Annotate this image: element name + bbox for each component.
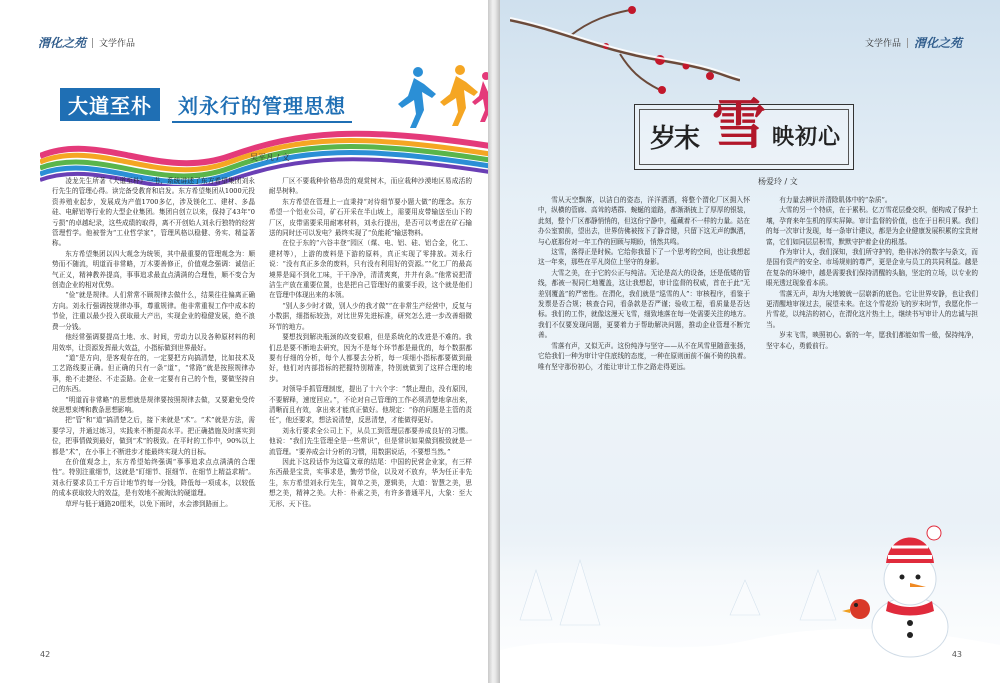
spine-gutter: [488, 0, 500, 683]
header-divider: [907, 38, 908, 48]
paragraph: “别人多少时才做，别人少的我才做”“在非常生产经营中，反复与小数据，细指标较劲，对比世界先进标准，研究怎么进一步改善细微环节的地方。: [269, 301, 472, 331]
paragraph: 作为审计人，我们深知，我们所守护的，绝非冰冷的数字与条文，而是国有资产的安全、市场规则的尊严，更是企业与员工的共同利益。越是在复杂的环境中，越是需要我们保持清醒的头脑，坚定的立场，以专业的眼光透过现象看本质。: [766, 248, 978, 288]
left-byline: 吴平凡 / 文: [250, 153, 290, 162]
section-name: 文学作品: [99, 39, 136, 49]
runners-graphic: [390, 62, 488, 132]
article-title-part3: 映初心: [772, 124, 842, 150]
paragraph: 因此下这段话作为这篇文章的结尾：中国的民营企业家，有三样东西最是宝贵，实事求是，勤劳节俭，以及对不放弃，华为任正非先生，东方希望刘永行先生，简单之美，逻辑美，大道：智慧之美，思想之美，精神之美。大朴：朴素之美，有许多普通平凡，大象：至大无形、天下往。: [269, 457, 472, 508]
paragraph: 在价值观念上，东方希望始终强调“事事追求点点满满的合理性”。特别注重细节，这就是“盯细节、抠细节、在细节上精益求精”。刘永行要求员工千方百计地节约每一分钱，降低每一项成本，以较低的成本获取较大的效益，是有效地不被淘汰的硬道理。: [52, 457, 255, 498]
section-name: 文学作品: [864, 39, 901, 49]
paragraph: 刘永行要求全公司上下，从员工到管理层都要养成良好的习惯。他说：“我们先生管理全是一些常识”，但是常识如果做到极致就是一流管理。“要养成会计分析的习惯，用数据说话，不要想当然。”: [269, 426, 472, 456]
paragraph: 这雪，落得正是时候。它给你我留下了一个思考的空间，也让我想起这一年来，那些在平凡岗位上坚守的身影。: [538, 248, 750, 267]
paragraph: 在位于东的“六谷丰登”园区（煤、电、铝、硅、铝合金，化工、建材等），上游的废料是下游的原料，真正实现了零排放。刘永行说：“没有真正多余的废料，只有没有利用好的资源。”“化工厂的最高境界是闻不到化工味，干干净净，清清爽爽，井井有条。”他常说把清洁生产放在重要位置，也是把自己管理好的重要手段，这个就是他们在管理中体现出来的本领。: [269, 239, 472, 300]
paragraph: 大雪之美，在于它的公正与纯洁。无论是高大的设备，还是低矮的管线，都被一视同仁地覆盖，这让我想起，审计监督的权威，首在于此“无差别覆盖”的严密性。在渭化，我们就是“巡雪的人”：审核程序，看鉴于发票是否合规；核查合同，看条款是否严谨；验收工程，看质量是否达标。我们的工作，就像这漫天飞雪，细致地落在每一处需要关注的地方。我们不仅要发现问题，更要着力于帮助解决问题，推动企业管理不断完善。: [538, 268, 750, 340]
paragraph: 草坪与低于通路20厘米，以免下雨时，水会渗到路面上。: [65, 499, 232, 508]
article-subtitle: 刘永行的管理思想: [172, 88, 352, 123]
article-title-part1: 岁末: [650, 124, 699, 154]
right-running-header: [865, 34, 962, 51]
paragraph: 要想找到解决瓶颈的改变很难，但是系统化的改进是不难的。我们总是要不断地去研究，因为不是每个环节都是最优的，每个数据都要有仔细的分析，每个人都要去分析，每一项细小指标都要做到最好，他们对内部指标的把握特别精准，特别就做到了这样合理的地步。: [269, 333, 472, 383]
paragraph: 有力量去辨识并清除肌体中的“杂质”。: [779, 196, 892, 204]
paragraph: 凌龙先生所著《大道至朴》一书，系统讲述了东方希望集团刘永行先生的管理心得。读完备受教育和启发。东方希望集团从1000元投资养殖业起步，发展成为产值1700多亿，涉及镁化工、建材、多晶硅、电解铝等行业的大型企业集团。集团自创立以来，保持了43年“0亏损”的卓越纪录，这些成绩的取得，离不开创始人刘永行独特的经营管理哲学。他被誉为“工业哲学家”，管理风格以稳健、务实、精益著称。: [52, 177, 255, 248]
paragraph: 雪落无声，却为大地镀就一层崭新的底色。它让世界安静，也让我们更清醒地审视过去，展望未来。在这个雪花纷飞的岁末时节，我愿化作一片雪花，以纯洁的初心，在渭化这片热土上，继续书写审计人的忠诚与担当。: [766, 289, 978, 329]
right-page: [500, 0, 1000, 683]
header-divider: [92, 38, 93, 48]
left-running-header: [38, 34, 135, 51]
page-number-right: 43: [951, 650, 962, 659]
magazine-name: 渭化之苑: [913, 36, 962, 50]
paragraph: 对领导手抓管理制度，提出了十六个字：“禁止理由，没有原因，不要解释，速度回应。”，不论对自己管理的工作必须清楚地拿出来，清晰而且有效，拿出来才能真正做好。他规定：“你的问题是主管的责任”，他还要求，想法说清楚，反思清楚，才能做得更好。: [269, 385, 472, 425]
right-byline: 杨爱玲 / 文: [758, 177, 798, 186]
left-page: [0, 0, 488, 683]
paragraph: “俭”就是规律。人们常常不顾规律去做什么，结果往往偏离正确方向。刘永行强调按规律办事，尊重规律。他非常重视工作中成本的节俭，注重以最少投入获取最大产出，实现企业的稳健发展，绝不浪费一分钱。: [52, 291, 255, 331]
paragraph: 大雪的另一个特质，在于累积。亿万雪花层叠交织，便构成了保护土壤，孕育来年生机的厚实屏障。审计监督的价值，也在于日积月累。我们的每一次审计发现，每一条审计建议，都是为企业健康发展积累的宝贵财富，它们如同层层积雪，默默守护着企业的根基。: [766, 206, 978, 246]
article-title-part2: 雪: [712, 92, 766, 156]
paragraph: 把“管”和“道”搞清楚之后，接下来就是“术”。“术”就是方法，需要学习，并通过练习，实践来不断提高水平。把正确措施及时落实到位，把事情做到最好，做到“术”的极致。在平时的工作中，90%以上都是“术”，在小事上不断进步才能最终实现大的目标。: [52, 416, 255, 456]
snowman-graphic: [830, 519, 980, 659]
paragraph: 厂区不要栽种价格昂贵的观赏树木，而应栽种沙漠地区易成活的耐旱树种。: [269, 177, 472, 196]
paragraph: “道”是方向，是客观存在的，一定要把方向搞清楚，比如技术及工艺路线要正确。但正确的只有一条“道”，“常路”就是按照规律办事，绝不走捷径、不走歪路。企业一定要有自己的个性，要做坚持自己的东西。: [52, 353, 255, 394]
paragraph: 东方希望在管理上一直秉持“对待细节要小题大做”的理念。东方希望一个铝业公司，矿石开采在半山坡上，需要用皮带输送至山下的厂区，皮带需要采用耐寒材料，刘永行提出，是否可以考虑在矿石输送的同时还可以发电？最终实现了“负能耗”输送物料。: [269, 197, 472, 238]
paragraph: 雪从天空飘落，以洁白的姿态，洋洋洒洒，将整个渭化厂区拥入怀中，纵横的管廊、高耸的塔群、蜿蜒的道路，都渐渐披上了厚厚的银装，此刻，整个厂区都静悄悄的，但这份宁静中，蕴藏着不一样的力量。站在办公室窗前，望出去，世界仿佛被按下了静音键，只留下这无声的飘洒，与心底那份对一年工作的回顾与期盼，悄然共鸣。: [538, 196, 750, 246]
paragraph: 他经常强调要提高土地、水、时间，劳动力以及各种原材料的利用效率，让资源发挥最大效益，小指标做到世界最好。: [52, 333, 255, 352]
left-column-2: [269, 176, 472, 644]
paragraph: 岁末飞雪，映照初心。新的一年，愿我们都能如雪一般，保持纯净，坚守本心，勇毅前行。: [766, 331, 978, 350]
paragraph: 东方希望集团以四大观念为统领，其中最重要的管理观念为：顺势而不随流，明道而非常略，万木要善修正，价值观念强调：诚信正气正义，精神教养提高，事事追求最直点满满的合理性，顺不变合为创造企业的相对优势。: [52, 249, 255, 290]
magazine-name: 渭化之苑: [38, 36, 87, 50]
article-title: 大道至朴: [60, 88, 160, 121]
left-column-1: [52, 176, 255, 644]
paragraph: 雪落有声，又似无声。这份纯净与坚守——从不在风雪里随意张扬，它给我们一种为审计守住底线的态度，一种在原则面前不偏不倚的执着。唯有坚守那份初心，才能让审计工作之路走得更远。: [538, 341, 750, 371]
article-title-block: [630, 92, 858, 178]
left-body-text: [52, 176, 472, 644]
paragraph: “明道而非常略”的思想就是规律要按照规律去做，又要避免受传统思想束缚和教条思想影响。: [52, 395, 255, 414]
page-number-left: 42: [40, 650, 51, 659]
snowy-branch-graphic: [510, 0, 740, 110]
